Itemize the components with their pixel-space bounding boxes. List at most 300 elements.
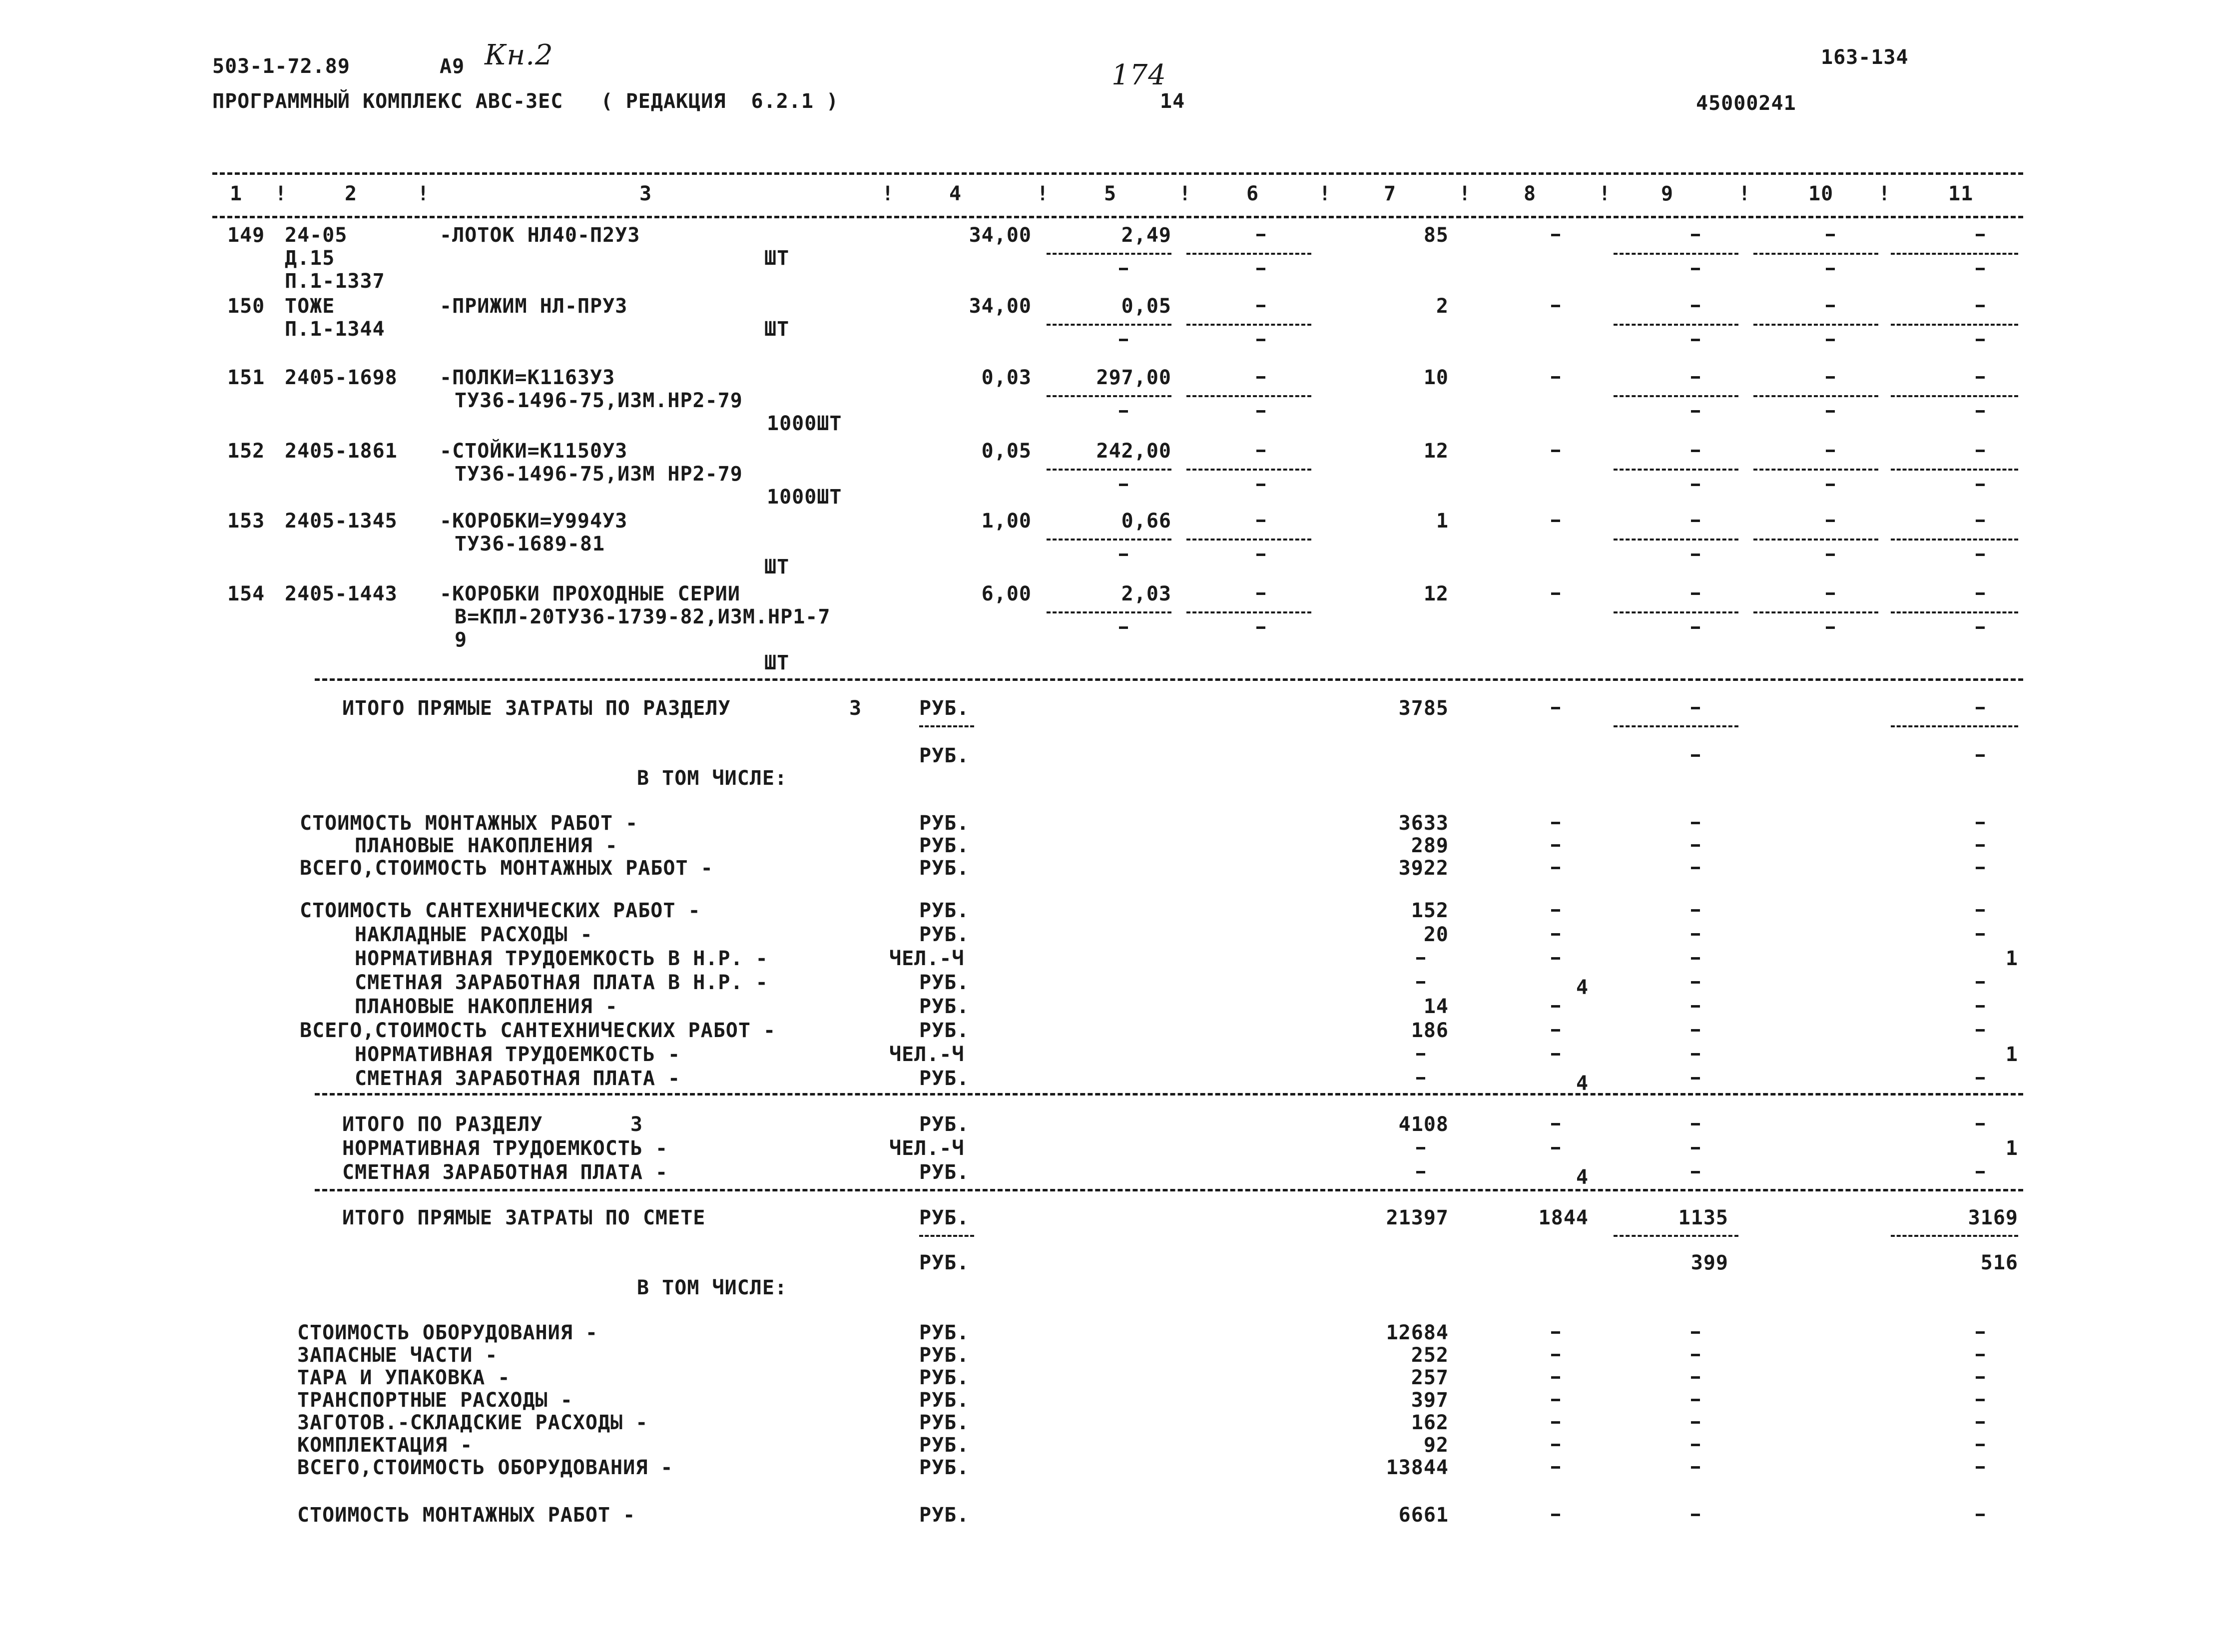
empty-value-dash <box>1976 1029 1985 1032</box>
section-summary-rule <box>315 1093 2023 1096</box>
cell-underline <box>1047 611 1171 613</box>
row-number: 151 <box>227 366 265 389</box>
section-summary-label: ИТОГО ПО РАЗДЕЛУ 3 <box>342 1113 643 1136</box>
column-header-8: 8 <box>1524 182 1537 205</box>
row-quantity: 34,00 <box>969 295 1032 318</box>
estimate-total-rule <box>315 1189 2023 1191</box>
cell-underline <box>1186 395 1311 397</box>
empty-value-dash <box>1691 553 1700 556</box>
section-total-rule <box>315 678 2023 681</box>
equipment-line-value: 13844 <box>1386 1456 1449 1479</box>
empty-value-dash <box>1691 520 1700 522</box>
empty-value-dash <box>1416 957 1425 960</box>
empty-value-dash <box>1826 520 1835 522</box>
empty-value-dash <box>1551 1444 1560 1446</box>
equipment-line-label: ТАРА И УПАКОВКА - <box>297 1366 511 1389</box>
sanitary-line-unit: ЧЕЛ.-Ч <box>889 947 965 970</box>
row-name: -КОРОБКИ ПРОХОДНЫЕ СЕРИИ <box>440 582 740 605</box>
cell-underline <box>1614 395 1738 397</box>
row-quantity: 34,00 <box>969 224 1032 247</box>
empty-value-dash <box>1256 592 1265 595</box>
row-quantity: 0,05 <box>981 440 1032 463</box>
cell-underline <box>1753 611 1878 613</box>
column-header-6: 6 <box>1246 182 1259 205</box>
empty-value-dash <box>1691 1029 1700 1032</box>
empty-value-dash <box>1551 1514 1560 1516</box>
empty-value-dash <box>1691 626 1700 629</box>
row-unit-price: 297,00 <box>1096 366 1171 389</box>
empty-value-dash <box>1551 867 1560 869</box>
column-separator: ! <box>1179 182 1192 205</box>
section-summary-label: СМЕТНАЯ ЗАРАБОТНАЯ ПЛАТА - <box>342 1161 668 1184</box>
empty-value-dash <box>1826 410 1835 413</box>
sanitary-line-unit: РУБ. <box>919 923 970 946</box>
equipment-line-unit: РУБ. <box>919 1434 970 1457</box>
empty-value-dash <box>1551 592 1560 595</box>
row-code-extra: П.1-1337 <box>285 270 385 293</box>
empty-value-dash <box>1256 339 1265 341</box>
empty-value-dash <box>1976 1171 1985 1173</box>
empty-value-dash <box>1691 1147 1700 1149</box>
empty-value-dash <box>1976 234 1985 236</box>
row-code: 2405-1345 <box>285 510 398 533</box>
row-unit: ШТ <box>764 555 790 578</box>
empty-value-dash <box>1691 1077 1700 1080</box>
empty-value-dash <box>1976 520 1985 522</box>
equipment-line-label: ВСЕГО,СТОИМОСТЬ ОБОРУДОВАНИЯ - <box>297 1456 673 1479</box>
doc-code-left: 503-1-72.89 <box>212 55 350 78</box>
column-separator: ! <box>882 182 895 205</box>
empty-value-dash <box>1691 1514 1700 1516</box>
cell-underline <box>1614 539 1738 541</box>
row-code: 24-05 <box>285 224 348 247</box>
empty-value-dash <box>1119 553 1128 556</box>
empty-value-dash <box>1256 234 1265 236</box>
empty-value-dash <box>1256 626 1265 629</box>
empty-value-dash <box>1976 450 1985 452</box>
empty-value-dash <box>1976 1123 1985 1125</box>
cell-underline <box>1186 253 1311 255</box>
column-separator: ! <box>1878 182 1891 205</box>
table-top-rule <box>212 172 2023 175</box>
sanitary-line-label: НОРМАТИВНАЯ ТРУДОЕМКОСТЬ В Н.Р. - <box>355 947 768 970</box>
mount-line-unit: РУБ. <box>919 834 970 857</box>
empty-value-dash <box>1691 1171 1700 1173</box>
empty-value-dash <box>1691 1053 1700 1056</box>
in-total-label-2: В ТОМ ЧИСЛЕ: <box>637 1276 787 1299</box>
handwritten-page-number: 174 <box>1111 59 1166 91</box>
row-number: 154 <box>227 582 265 605</box>
row-unit-price: 2,49 <box>1121 224 1171 247</box>
estimate-total-unit-2: РУБ. <box>919 1251 970 1274</box>
sanitary-line-unit: РУБ. <box>919 995 970 1018</box>
cell-underline <box>1047 324 1171 326</box>
empty-value-dash <box>1976 822 1985 824</box>
cell-underline <box>1891 324 2018 326</box>
in-total-label: В ТОМ ЧИСЛЕ: <box>637 767 787 790</box>
row-name-extra: ТУ36-1689-81 <box>455 533 605 555</box>
empty-value-dash <box>1256 376 1265 379</box>
final-mount-unit: РУБ. <box>919 1504 970 1527</box>
sanitary-line-unit: РУБ. <box>919 1019 970 1042</box>
row-code: 2405-1698 <box>285 366 398 389</box>
section-total-number: 3 <box>849 697 862 720</box>
column-separator: ! <box>1037 182 1050 205</box>
empty-value-dash <box>1256 305 1265 307</box>
section-summary-unit: РУБ. <box>919 1113 970 1136</box>
empty-value-dash <box>1256 268 1265 270</box>
empty-value-dash <box>1691 1466 1700 1469</box>
row-total-cost: 1 <box>1436 510 1449 533</box>
row-name-extra: ТУ36-1496-75,ИЗМ.НР2-79 <box>455 389 743 412</box>
sanitary-line-col8: 4 <box>1576 1072 1589 1095</box>
row-unit-price: 2,03 <box>1121 582 1171 605</box>
cell-underline <box>1753 539 1878 541</box>
sanitary-line-label: НАКЛАДНЫЕ РАСХОДЫ - <box>355 923 593 946</box>
sanitary-line-label: НОРМАТИВНАЯ ТРУДОЕМКОСТЬ - <box>355 1043 681 1066</box>
empty-value-dash <box>1551 1466 1560 1469</box>
empty-value-dash <box>1691 339 1700 341</box>
estimate-total-col9: 1135 <box>1678 1206 1728 1229</box>
cell-underline <box>1891 725 2018 727</box>
cell-underline <box>1891 253 2018 255</box>
empty-value-dash <box>1691 957 1700 960</box>
cell-underline <box>1753 395 1878 397</box>
row-total-cost: 12 <box>1423 440 1449 463</box>
empty-value-dash <box>1691 450 1700 452</box>
sanitary-line-unit: РУБ. <box>919 971 970 994</box>
empty-value-dash <box>1551 1421 1560 1424</box>
empty-value-dash <box>1826 553 1835 556</box>
empty-value-dash <box>1976 376 1985 379</box>
empty-value-dash <box>1691 1421 1700 1424</box>
cell-underline <box>1891 611 2018 613</box>
empty-value-dash <box>1826 484 1835 486</box>
empty-value-dash <box>1551 957 1560 960</box>
estimate-total-col9-b: 399 <box>1690 1251 1728 1274</box>
empty-value-dash <box>1551 1005 1560 1008</box>
cell-underline <box>1186 539 1311 541</box>
row-name: -СТОЙКИ=К1150У3 <box>440 440 628 463</box>
empty-value-dash <box>1416 1053 1425 1056</box>
empty-value-dash <box>1691 754 1700 757</box>
empty-value-dash <box>1691 1331 1700 1334</box>
empty-value-dash <box>1691 410 1700 413</box>
equipment-line-value: 252 <box>1411 1344 1449 1367</box>
empty-value-dash <box>1976 1005 1985 1008</box>
mount-line-unit: РУБ. <box>919 812 970 835</box>
empty-value-dash <box>1976 933 1985 936</box>
sanitary-line-unit: РУБ. <box>919 1067 970 1090</box>
sanitary-line-value: 152 <box>1411 899 1449 922</box>
cell-underline <box>919 1235 974 1237</box>
empty-value-dash <box>1416 981 1425 984</box>
column-header-2: 2 <box>345 182 358 205</box>
row-code: 2405-1861 <box>285 440 398 463</box>
program-title: ПРОГРАММНЫЙ КОМПЛЕКС АВС-3ЕС ( РЕДАКЦИЯ 6.2.1 ) <box>212 90 839 113</box>
row-unit-price: 0,66 <box>1121 510 1171 533</box>
equipment-line-unit: РУБ. <box>919 1344 970 1367</box>
equipment-line-value: 92 <box>1423 1434 1449 1457</box>
cell-underline <box>1614 611 1738 613</box>
empty-value-dash <box>1976 754 1985 757</box>
sanitary-line-label: СТОИМОСТЬ САНТЕХНИЧЕСКИХ РАБОТ - <box>300 899 701 922</box>
empty-value-dash <box>1976 268 1985 270</box>
column-separator: ! <box>417 182 430 205</box>
final-mount-value: 6661 <box>1398 1504 1449 1527</box>
empty-value-dash <box>1256 520 1265 522</box>
row-name: -ПОЛКИ=К1163У3 <box>440 366 615 389</box>
cell-underline <box>1891 395 2018 397</box>
empty-value-dash <box>1826 305 1835 307</box>
cell-underline <box>1614 469 1738 471</box>
empty-value-dash <box>1976 305 1985 307</box>
empty-value-dash <box>1416 1147 1425 1149</box>
sanitary-line-col8: 4 <box>1576 976 1589 999</box>
empty-value-dash <box>1976 844 1985 847</box>
mount-line-label: СТОИМОСТЬ МОНТАЖНЫХ РАБОТ - <box>300 812 638 835</box>
empty-value-dash <box>1826 450 1835 452</box>
empty-value-dash <box>1691 844 1700 847</box>
cell-underline <box>1614 324 1738 326</box>
empty-value-dash <box>1551 1123 1560 1125</box>
sanitary-line-label: ПЛАНОВЫЕ НАКОПЛЕНИЯ - <box>355 995 618 1018</box>
row-name: -ПРИЖИМ НЛ-ПРУ3 <box>440 295 628 318</box>
sanitary-line-value: 14 <box>1423 995 1449 1018</box>
empty-value-dash <box>1416 1077 1425 1080</box>
section-summary-col8: 4 <box>1576 1166 1589 1189</box>
row-total-cost: 10 <box>1423 366 1449 389</box>
sanitary-line-value: 20 <box>1423 923 1449 946</box>
row-code: 2405-1443 <box>285 582 398 605</box>
equipment-line-unit: РУБ. <box>919 1389 970 1412</box>
column-separator: ! <box>1599 182 1612 205</box>
empty-value-dash <box>1551 822 1560 824</box>
empty-value-dash <box>1551 933 1560 936</box>
mount-line-value: 289 <box>1411 834 1449 857</box>
equipment-line-label: КОМПЛЕКТАЦИЯ - <box>297 1434 473 1457</box>
empty-value-dash <box>1826 592 1835 595</box>
row-quantity: 1,00 <box>981 510 1032 533</box>
cell-underline <box>1753 324 1878 326</box>
row-total-cost: 12 <box>1423 582 1449 605</box>
equipment-line-unit: РУБ. <box>919 1321 970 1344</box>
column-separator: ! <box>1319 182 1332 205</box>
empty-value-dash <box>1976 1466 1985 1469</box>
equipment-line-label: ТРАНСПОРТНЫЕ РАСХОДЫ - <box>297 1389 573 1412</box>
equipment-line-label: СТОИМОСТЬ ОБОРУДОВАНИЯ - <box>297 1321 598 1344</box>
row-unit: ШТ <box>764 651 790 674</box>
equipment-line-value: 12684 <box>1386 1321 1449 1344</box>
empty-value-dash <box>1256 553 1265 556</box>
empty-value-dash <box>1551 1053 1560 1056</box>
empty-value-dash <box>1551 234 1560 236</box>
empty-value-dash <box>1826 376 1835 379</box>
cell-underline <box>1753 469 1878 471</box>
row-number: 152 <box>227 440 265 463</box>
row-total-cost: 85 <box>1423 224 1449 247</box>
sanitary-line-unit: ЧЕЛ.-Ч <box>889 1043 965 1066</box>
empty-value-dash <box>1551 1354 1560 1356</box>
cell-underline <box>1186 469 1311 471</box>
estimate-total-col11-b: 516 <box>1980 1251 2018 1274</box>
cell-underline <box>1047 253 1171 255</box>
empty-value-dash <box>1976 1354 1985 1356</box>
estimate-total-col11: 3169 <box>1968 1206 2018 1229</box>
empty-value-dash <box>1826 339 1835 341</box>
empty-value-dash <box>1551 844 1560 847</box>
row-name: -ЛОТОК НЛ40-П2У3 <box>440 224 640 247</box>
sanitary-line-label: СМЕТНАЯ ЗАРАБОТНАЯ ПЛАТА - <box>355 1067 681 1090</box>
row-unit: ШТ <box>764 318 790 341</box>
empty-value-dash <box>1551 520 1560 522</box>
empty-value-dash <box>1119 268 1128 270</box>
column-header-9: 9 <box>1661 182 1674 205</box>
column-header-11: 11 <box>1948 182 1974 205</box>
empty-value-dash <box>1976 909 1985 912</box>
section-summary-unit: ЧЕЛ.-Ч <box>889 1137 965 1160</box>
empty-value-dash <box>1119 339 1128 341</box>
row-number: 153 <box>227 510 265 533</box>
equipment-line-unit: РУБ. <box>919 1411 970 1434</box>
empty-value-dash <box>1691 822 1700 824</box>
mount-line-value: 3633 <box>1398 812 1449 835</box>
section-total-label: ИТОГО ПРЯМЫЕ ЗАТРАТЫ ПО РАЗДЕЛУ <box>342 697 731 720</box>
sanitary-line-label: ВСЕГО,СТОИМОСТЬ САНТЕХНИЧЕСКИХ РАБОТ - <box>300 1019 776 1042</box>
section-total-value: 3785 <box>1398 697 1449 720</box>
section-total-unit-2: РУБ. <box>919 744 970 767</box>
estimate-total-label: ИТОГО ПРЯМЫЕ ЗАТРАТЫ ПО СМЕТЕ <box>342 1206 706 1229</box>
empty-value-dash <box>1691 268 1700 270</box>
empty-value-dash <box>1976 1077 1985 1080</box>
column-separator: ! <box>1738 182 1751 205</box>
estimate-total-unit: РУБ. <box>919 1206 970 1229</box>
empty-value-dash <box>1691 1376 1700 1379</box>
sanitary-line-unit: РУБ. <box>919 899 970 922</box>
row-name-extra: 9 <box>455 628 468 651</box>
empty-value-dash <box>1826 234 1835 236</box>
section-summary-col11: 1 <box>2005 1137 2018 1160</box>
empty-value-dash <box>1691 234 1700 236</box>
column-header-10: 10 <box>1808 182 1834 205</box>
empty-value-dash <box>1976 1331 1985 1334</box>
empty-value-dash <box>1551 450 1560 452</box>
handwritten-book-number: Кн.2 <box>485 39 553 71</box>
empty-value-dash <box>1691 933 1700 936</box>
row-number: 150 <box>227 295 265 318</box>
mount-line-label: ПЛАНОВЫЕ НАКОПЛЕНИЯ - <box>355 834 618 857</box>
cell-underline <box>1614 1235 1738 1237</box>
empty-value-dash <box>1256 410 1265 413</box>
empty-value-dash <box>1551 1331 1560 1334</box>
empty-value-dash <box>1691 909 1700 912</box>
empty-value-dash <box>1691 1123 1700 1125</box>
empty-value-dash <box>1691 592 1700 595</box>
empty-value-dash <box>1691 867 1700 869</box>
page-number: 14 <box>1160 90 1185 113</box>
row-name-extra: В=КПЛ-20ТУ36-1739-82,ИЗМ.НР1-7 <box>455 605 831 628</box>
row-quantity: 0,03 <box>981 366 1032 389</box>
empty-value-dash <box>1551 1147 1560 1149</box>
empty-value-dash <box>1551 1399 1560 1401</box>
cell-underline <box>1047 395 1171 397</box>
empty-value-dash <box>1551 376 1560 379</box>
empty-value-dash <box>1976 1421 1985 1424</box>
empty-value-dash <box>1691 707 1700 709</box>
empty-value-dash <box>1976 1514 1985 1516</box>
empty-value-dash <box>1691 1444 1700 1446</box>
empty-value-dash <box>1691 376 1700 379</box>
row-unit: 1000ШТ <box>767 412 842 435</box>
empty-value-dash <box>1976 592 1985 595</box>
section-summary-unit: РУБ. <box>919 1161 970 1184</box>
column-header-4: 4 <box>949 182 962 205</box>
empty-value-dash <box>1976 1399 1985 1401</box>
empty-value-dash <box>1976 707 1985 709</box>
cell-underline <box>1186 324 1311 326</box>
section-summary-value: 4108 <box>1398 1113 1449 1136</box>
column-header-5: 5 <box>1104 182 1117 205</box>
empty-value-dash <box>1551 909 1560 912</box>
empty-value-dash <box>1826 626 1835 629</box>
equipment-line-label: ЗАГОТОВ.-СКЛАДСКИЕ РАСХОДЫ - <box>297 1411 648 1434</box>
equipment-line-label: ЗАПАСНЫЕ ЧАСТИ - <box>297 1344 498 1367</box>
equipment-line-value: 257 <box>1411 1366 1449 1389</box>
empty-value-dash <box>1691 305 1700 307</box>
estimate-total-col8: 1844 <box>1538 1206 1589 1229</box>
empty-value-dash <box>1976 626 1985 629</box>
row-total-cost: 2 <box>1436 295 1449 318</box>
empty-value-dash <box>1416 1171 1425 1173</box>
mount-line-value: 3922 <box>1398 857 1449 880</box>
empty-value-dash <box>1551 305 1560 307</box>
empty-value-dash <box>1551 707 1560 709</box>
column-header-3: 3 <box>639 182 652 205</box>
section-total-unit: РУБ. <box>919 697 970 720</box>
sanitary-line-col11: 1 <box>2005 947 2018 970</box>
sanitary-line-value: 186 <box>1411 1019 1449 1042</box>
empty-value-dash <box>1976 981 1985 984</box>
column-header-1: 1 <box>230 182 243 205</box>
estimate-total-col7: 21397 <box>1386 1206 1449 1229</box>
row-name: -КОРОБКИ=У994У3 <box>440 510 628 533</box>
equipment-line-value: 397 <box>1411 1389 1449 1412</box>
sheet-format: А9 <box>440 55 465 78</box>
cell-underline <box>1753 253 1878 255</box>
empty-value-dash <box>1976 1444 1985 1446</box>
final-mount-label: СТОИМОСТЬ МОНТАЖНЫХ РАБОТ - <box>297 1504 636 1527</box>
equipment-line-value: 162 <box>1411 1411 1449 1434</box>
empty-value-dash <box>1976 484 1985 486</box>
equipment-line-unit: РУБ. <box>919 1456 970 1479</box>
empty-value-dash <box>1256 450 1265 452</box>
mount-line-label: ВСЕГО,СТОИМОСТЬ МОНТАЖНЫХ РАБОТ - <box>300 857 713 880</box>
cell-underline <box>1614 725 1738 727</box>
sanitary-line-col11: 1 <box>2005 1043 2018 1066</box>
empty-value-dash <box>1256 484 1265 486</box>
empty-value-dash <box>1691 484 1700 486</box>
empty-value-dash <box>1119 626 1128 629</box>
doc-code-right: 163-134 <box>1821 46 1909 69</box>
row-code-extra: Д.15 <box>285 247 335 270</box>
empty-value-dash <box>1976 1376 1985 1379</box>
empty-value-dash <box>1976 867 1985 869</box>
doc-number: 45000241 <box>1696 92 1796 115</box>
cell-underline <box>1186 611 1311 613</box>
mount-line-unit: РУБ. <box>919 857 970 880</box>
row-unit-price: 242,00 <box>1096 440 1171 463</box>
row-unit: ШТ <box>764 247 790 270</box>
